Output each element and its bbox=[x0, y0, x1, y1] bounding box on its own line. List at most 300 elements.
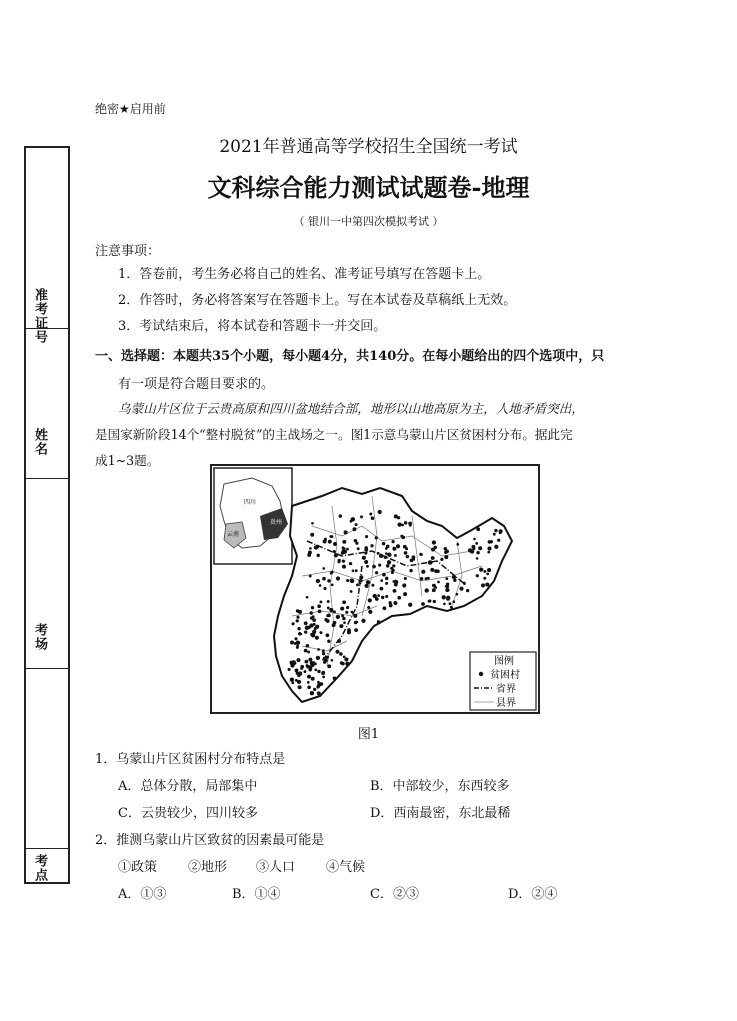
poverty-village-dot bbox=[393, 601, 397, 605]
poverty-village-dot bbox=[341, 614, 344, 617]
poverty-village-dot bbox=[327, 664, 331, 668]
poverty-village-dot bbox=[397, 596, 401, 600]
poverty-village-dot bbox=[296, 641, 299, 644]
section1-line2: 有一项是符合题目要求的。 bbox=[118, 377, 275, 392]
poverty-village-dot bbox=[463, 582, 466, 585]
poverty-village-dot bbox=[317, 670, 320, 673]
poverty-village-dot bbox=[309, 547, 312, 550]
figure-caption: 图1 bbox=[357, 727, 380, 742]
poverty-village-dot bbox=[366, 565, 369, 568]
poverty-village-dot bbox=[313, 623, 316, 626]
poverty-village-dot bbox=[425, 588, 429, 592]
poverty-village-dot bbox=[309, 611, 313, 615]
poverty-village-dot bbox=[355, 621, 358, 624]
poverty-village-dot bbox=[323, 587, 326, 590]
poverty-village-dot bbox=[362, 556, 366, 560]
poverty-village-dot bbox=[459, 587, 463, 591]
poverty-village-dot bbox=[310, 616, 313, 619]
poverty-village-dot bbox=[403, 545, 407, 549]
poverty-village-dot bbox=[292, 663, 295, 666]
poverty-village-dot bbox=[364, 560, 368, 564]
poverty-village-dot bbox=[404, 521, 407, 524]
poverty-village-dot bbox=[478, 546, 482, 550]
passage-line3: 成1~3题。 bbox=[95, 453, 160, 468]
poverty-village-dot bbox=[304, 630, 307, 633]
poverty-village-dot bbox=[397, 516, 400, 519]
passage-line2: 是国家新阶段14个“整村脱贫”的主战场之一。图1示意乌蒙山片区贫困村分布。据此完 bbox=[95, 427, 573, 442]
question-2-factor-3: ③人口 bbox=[256, 860, 296, 875]
poverty-village-dot bbox=[375, 571, 378, 574]
legend-item-province: 省界 bbox=[496, 684, 516, 695]
poverty-village-dot bbox=[494, 545, 498, 549]
side-info-strip bbox=[24, 146, 70, 884]
question-1-option-c: C．云贵较少，四川较多 bbox=[118, 806, 258, 821]
poverty-village-dot bbox=[316, 579, 320, 583]
poverty-village-dot bbox=[327, 614, 331, 618]
poverty-village-dot bbox=[486, 573, 489, 576]
poverty-village-dot bbox=[444, 547, 448, 551]
poverty-village-dot bbox=[304, 649, 308, 653]
poverty-village-dot bbox=[354, 539, 357, 542]
poverty-village-dot bbox=[443, 603, 446, 606]
inset-label-guizhou: 贵州 bbox=[270, 519, 283, 526]
poverty-village-dot bbox=[311, 606, 314, 609]
poverty-village-dot bbox=[341, 551, 344, 554]
poverty-village-dot bbox=[472, 547, 475, 550]
poverty-village-dot bbox=[452, 600, 455, 603]
poverty-village-dot bbox=[421, 570, 425, 574]
poverty-village-dot bbox=[396, 544, 400, 548]
poverty-village-dot bbox=[442, 595, 446, 599]
poverty-village-dot bbox=[483, 570, 486, 573]
poverty-village-dot bbox=[375, 597, 379, 601]
poverty-village-dot bbox=[408, 522, 412, 526]
question-2-option-c: C．②③ bbox=[370, 887, 419, 902]
poverty-village-dot bbox=[298, 632, 302, 636]
poverty-village-dot bbox=[346, 548, 349, 551]
poverty-village-dot bbox=[300, 667, 303, 670]
poverty-village-dot bbox=[357, 547, 360, 550]
poverty-village-dot bbox=[368, 610, 372, 614]
poverty-village-dot bbox=[323, 540, 327, 544]
poverty-village-dot bbox=[387, 553, 391, 557]
poverty-village-dot bbox=[390, 567, 393, 570]
poverty-village-dot bbox=[316, 685, 319, 688]
question-2-stem: 2．推测乌蒙山片区致贫的因素最可能是 bbox=[95, 833, 325, 848]
poverty-village-dot bbox=[345, 611, 348, 614]
legend-dot-icon bbox=[479, 672, 483, 676]
poverty-village-dot bbox=[327, 579, 331, 583]
poverty-village-dot bbox=[308, 668, 312, 672]
poverty-village-dot bbox=[392, 564, 395, 567]
poverty-village-dot bbox=[322, 676, 325, 679]
poverty-village-dot bbox=[288, 668, 291, 671]
poverty-village-dot bbox=[392, 547, 396, 551]
poverty-village-dot bbox=[379, 587, 383, 591]
poverty-village-dot bbox=[366, 580, 370, 584]
poverty-village-dot bbox=[342, 600, 346, 604]
poverty-village-dot bbox=[339, 652, 343, 656]
poverty-village-dot bbox=[408, 603, 412, 607]
poverty-village-dot bbox=[343, 621, 346, 624]
poverty-village-dot bbox=[322, 652, 325, 655]
poverty-village-dot bbox=[404, 551, 408, 555]
poverty-village-dot bbox=[307, 681, 310, 684]
poverty-village-dot bbox=[339, 514, 342, 517]
secret-label: 绝密★启用前 bbox=[95, 102, 166, 116]
poverty-village-dot bbox=[337, 639, 341, 643]
poverty-village-dot bbox=[341, 662, 345, 666]
side-cell-room bbox=[26, 623, 68, 849]
poverty-village-dot bbox=[323, 660, 326, 663]
figure-map bbox=[210, 464, 540, 714]
poverty-village-dot bbox=[340, 607, 344, 611]
poverty-village-dot bbox=[421, 602, 425, 606]
poverty-village-dot bbox=[430, 568, 434, 572]
poverty-village-dot bbox=[310, 691, 314, 695]
poverty-village-dot bbox=[344, 657, 348, 661]
poverty-village-dot bbox=[342, 565, 346, 569]
question-1-stem: 1．乌蒙山片区贫困村分布特点是 bbox=[95, 752, 286, 767]
poverty-village-dot bbox=[296, 658, 300, 662]
legend-item-county: 县界 bbox=[496, 698, 516, 709]
poverty-village-dot bbox=[360, 515, 363, 518]
poverty-village-dot bbox=[359, 575, 363, 579]
poverty-village-dot bbox=[297, 627, 300, 630]
poverty-village-dot bbox=[352, 527, 356, 531]
poverty-village-dot bbox=[294, 637, 297, 640]
poverty-village-dot bbox=[317, 604, 321, 608]
poverty-village-dot bbox=[342, 559, 345, 562]
poverty-village-dot bbox=[475, 542, 478, 545]
poverty-village-dot bbox=[306, 596, 309, 599]
poverty-village-dot bbox=[298, 671, 302, 675]
poverty-village-dot bbox=[419, 553, 422, 556]
poverty-village-dot bbox=[343, 655, 346, 658]
poverty-village-dot bbox=[355, 523, 358, 526]
poverty-village-dot bbox=[420, 577, 423, 580]
poverty-village-dot bbox=[450, 606, 453, 609]
poverty-village-dot bbox=[333, 542, 337, 546]
legend-item-village: 贫困村 bbox=[490, 670, 520, 681]
poverty-village-dot bbox=[306, 665, 309, 668]
poverty-village-dot bbox=[334, 553, 338, 557]
poverty-village-dot bbox=[412, 555, 416, 559]
poverty-village-dot bbox=[446, 596, 450, 600]
poverty-village-dot bbox=[336, 615, 340, 619]
poverty-village-dot bbox=[445, 577, 448, 580]
question-1-option-b: B．中部较少，东西较多 bbox=[370, 779, 510, 794]
poverty-village-dot bbox=[393, 589, 397, 593]
poverty-village-dot bbox=[481, 583, 485, 587]
poverty-village-dot bbox=[308, 658, 312, 662]
poverty-village-dot bbox=[499, 531, 502, 534]
poverty-village-dot bbox=[327, 606, 330, 609]
poverty-village-dot bbox=[371, 516, 375, 520]
poverty-village-dot bbox=[382, 573, 386, 577]
poverty-village-dot bbox=[456, 543, 459, 546]
poverty-village-dot bbox=[476, 527, 480, 531]
exam-title: 2021年普通高等学校招生全国统一考试 bbox=[219, 137, 518, 157]
poverty-village-dot bbox=[394, 554, 397, 557]
poverty-village-dot bbox=[382, 542, 386, 546]
poverty-village-dot bbox=[432, 540, 436, 544]
poverty-village-dot bbox=[308, 551, 312, 555]
poverty-village-dot bbox=[444, 551, 447, 554]
side-cell-site bbox=[26, 848, 68, 884]
poverty-village-dot bbox=[318, 609, 322, 613]
poverty-village-dot bbox=[431, 548, 435, 552]
poverty-village-dot bbox=[307, 675, 311, 679]
poverty-village-dot bbox=[337, 560, 340, 563]
poverty-village-dot bbox=[449, 602, 452, 605]
poverty-village-dot bbox=[333, 610, 336, 613]
poverty-village-dot bbox=[350, 590, 353, 593]
poverty-village-dot bbox=[369, 513, 372, 516]
poverty-village-dot bbox=[313, 688, 316, 691]
poverty-village-dot bbox=[379, 554, 383, 558]
legend-title: 图例 bbox=[494, 656, 514, 667]
poverty-village-dot bbox=[319, 600, 322, 603]
poverty-village-dot bbox=[345, 662, 349, 666]
poverty-village-dot bbox=[306, 644, 310, 648]
poverty-village-dot bbox=[356, 583, 359, 586]
poverty-village-dot bbox=[371, 584, 374, 587]
poverty-village-dot bbox=[364, 552, 367, 555]
poverty-village-dot bbox=[309, 575, 312, 578]
poverty-village-dot bbox=[370, 544, 373, 547]
poverty-village-dot bbox=[389, 601, 392, 604]
poverty-village-dot bbox=[333, 676, 337, 680]
poverty-village-dot bbox=[296, 619, 299, 622]
question-1-option-d: D．西南最密，东北最稀 bbox=[370, 806, 511, 821]
question-2-factor-1: ①政策 bbox=[118, 860, 158, 875]
poverty-village-dot bbox=[425, 577, 428, 580]
poverty-village-dot bbox=[317, 691, 321, 695]
note-item-1: 1．答卷前，考生务必将自己的姓名、准考证号填写在答题卡上。 bbox=[118, 267, 491, 282]
side-cell-ticket bbox=[26, 288, 68, 479]
poverty-village-dot bbox=[377, 552, 380, 555]
poverty-village-dot bbox=[331, 659, 334, 662]
poverty-village-dot bbox=[310, 533, 314, 537]
poverty-village-dot bbox=[378, 564, 381, 567]
poverty-village-dot bbox=[384, 555, 388, 559]
poverty-village-dot bbox=[479, 567, 483, 571]
poverty-village-dot bbox=[290, 678, 294, 682]
poverty-village-dot bbox=[307, 651, 310, 654]
poverty-village-dot bbox=[483, 577, 486, 580]
poverty-village-dot bbox=[331, 571, 334, 574]
question-2-option-a: A．①③ bbox=[118, 887, 167, 902]
poverty-village-dot bbox=[485, 583, 489, 587]
side-label-room: 考场 bbox=[32, 623, 47, 651]
poverty-village-dot bbox=[403, 592, 407, 596]
inset-label-sichuan: 四川 bbox=[244, 499, 257, 506]
question-2-option-d: D．②④ bbox=[508, 887, 558, 902]
poverty-village-dot bbox=[387, 560, 391, 564]
poverty-village-dot bbox=[319, 631, 322, 634]
poverty-village-dot bbox=[361, 619, 365, 623]
poverty-village-dot bbox=[487, 568, 491, 572]
poverty-village-dot bbox=[328, 540, 332, 544]
poverty-village-dot bbox=[326, 619, 330, 623]
poverty-village-dot bbox=[290, 641, 294, 645]
poverty-village-dot bbox=[351, 517, 355, 521]
poverty-village-dot bbox=[466, 589, 469, 592]
poverty-village-dot bbox=[336, 576, 340, 580]
poverty-village-dot bbox=[386, 545, 390, 549]
poverty-village-dot bbox=[394, 583, 398, 587]
poverty-village-dot bbox=[375, 536, 378, 539]
poverty-village-dot bbox=[402, 583, 406, 587]
poverty-village-dot bbox=[347, 630, 351, 634]
poverty-village-dot bbox=[446, 585, 449, 588]
poverty-village-dot bbox=[385, 552, 388, 555]
poverty-village-dot bbox=[437, 581, 440, 584]
poverty-village-dot bbox=[404, 577, 407, 580]
poverty-village-dot bbox=[316, 656, 320, 660]
passage-line1: 乌蒙山片区位于云贵高原和四川盆地结合部，地形以山地高原为主，人地矛盾突出， bbox=[118, 401, 584, 416]
poverty-village-dot bbox=[314, 545, 318, 549]
poverty-village-dot bbox=[377, 620, 380, 623]
poverty-village-dot bbox=[353, 614, 357, 618]
poverty-village-dot bbox=[333, 550, 336, 553]
poverty-village-dot bbox=[311, 522, 314, 525]
poverty-village-dot bbox=[322, 577, 326, 581]
poverty-village-dot bbox=[315, 636, 319, 640]
poverty-village-dot bbox=[304, 621, 308, 625]
poverty-village-dot bbox=[367, 606, 370, 609]
poverty-village-dot bbox=[488, 540, 492, 544]
poverty-village-dot bbox=[364, 548, 368, 552]
poverty-village-dot bbox=[487, 551, 490, 554]
poverty-village-dot bbox=[377, 594, 380, 597]
poverty-village-dot bbox=[391, 571, 394, 574]
side-label-name: 姓名 bbox=[32, 428, 47, 456]
notes-heading: 注意事项： bbox=[95, 244, 161, 259]
poverty-village-dot bbox=[292, 622, 295, 625]
poverty-village-dot bbox=[386, 564, 390, 568]
poverty-village-dot bbox=[351, 611, 354, 614]
side-label-ticket: 准考证号 bbox=[32, 288, 47, 344]
poverty-village-dot bbox=[493, 533, 496, 536]
poverty-village-dot bbox=[397, 522, 401, 526]
poverty-village-dot bbox=[368, 598, 372, 602]
poverty-village-dot bbox=[339, 624, 343, 628]
poverty-village-dot bbox=[311, 677, 315, 681]
poverty-village-dot bbox=[314, 662, 317, 665]
poverty-village-dot bbox=[332, 623, 336, 627]
main-title: 文科综合能力测试试题卷-地理 bbox=[207, 173, 530, 202]
poverty-village-dot bbox=[402, 536, 406, 540]
poverty-village-dot bbox=[476, 574, 479, 577]
poverty-village-dot bbox=[401, 524, 404, 527]
poverty-village-dot bbox=[380, 579, 383, 582]
poverty-village-dot bbox=[428, 600, 431, 603]
poverty-village-dot bbox=[329, 608, 333, 612]
poverty-village-dot bbox=[431, 556, 435, 560]
poverty-village-dot bbox=[305, 626, 309, 630]
poverty-village-dot bbox=[385, 577, 389, 581]
poverty-village-dot bbox=[391, 540, 394, 543]
poverty-village-dot bbox=[473, 538, 476, 541]
poverty-village-dot bbox=[385, 595, 388, 598]
poverty-village-dot bbox=[497, 539, 500, 542]
poverty-village-dot bbox=[323, 657, 326, 660]
poverty-village-dot bbox=[383, 606, 387, 610]
poverty-village-dot bbox=[342, 546, 345, 549]
poverty-village-dot bbox=[336, 650, 340, 654]
poverty-village-dot bbox=[317, 648, 320, 651]
poverty-village-dot bbox=[298, 685, 302, 689]
poverty-village-dot bbox=[346, 579, 349, 582]
poverty-village-dot bbox=[476, 557, 479, 560]
poverty-village-dot bbox=[385, 582, 388, 585]
poverty-village-dot bbox=[331, 535, 334, 538]
poverty-village-dot bbox=[349, 562, 352, 565]
poverty-village-dot bbox=[354, 628, 358, 632]
poverty-village-dot bbox=[295, 668, 299, 672]
poverty-village-dot bbox=[365, 535, 368, 538]
poverty-village-dot bbox=[326, 633, 330, 637]
poverty-village-dot bbox=[296, 644, 299, 647]
poverty-village-dot bbox=[305, 660, 309, 664]
poverty-village-dot bbox=[456, 593, 459, 596]
poverty-village-dot bbox=[322, 567, 325, 570]
poverty-village-dot bbox=[359, 579, 362, 582]
map-svg bbox=[212, 466, 538, 712]
poverty-village-dot bbox=[352, 569, 355, 572]
question-2-option-b: B．①④ bbox=[232, 887, 281, 902]
poverty-village-dot bbox=[378, 510, 382, 514]
poverty-village-dot bbox=[327, 600, 330, 603]
poverty-village-dot bbox=[298, 610, 302, 614]
poverty-village-dot bbox=[392, 580, 395, 583]
poverty-village-dot bbox=[296, 616, 299, 619]
poverty-village-dot bbox=[342, 540, 346, 544]
poverty-village-dot bbox=[406, 555, 409, 558]
inset-label-yunnan: 云南 bbox=[227, 531, 240, 538]
poverty-village-dot bbox=[303, 670, 306, 673]
poverty-village-dot bbox=[319, 584, 322, 587]
poverty-village-dot bbox=[409, 569, 412, 572]
poverty-village-dot bbox=[327, 639, 330, 642]
poverty-village-dot bbox=[344, 530, 348, 534]
side-label-site: 考点 bbox=[32, 854, 47, 882]
poverty-village-dot bbox=[316, 554, 319, 557]
poverty-village-dot bbox=[312, 630, 316, 634]
poverty-village-dot bbox=[342, 617, 346, 621]
subtitle: （ 银川一中第四次模拟考试 ） bbox=[293, 215, 444, 228]
poverty-village-dot bbox=[447, 589, 450, 592]
poverty-village-dot bbox=[444, 555, 448, 559]
poverty-village-dot bbox=[432, 584, 436, 588]
poverty-village-dot bbox=[381, 596, 385, 600]
poverty-village-dot bbox=[428, 560, 432, 564]
poverty-village-dot bbox=[295, 679, 298, 682]
note-item-2: 2．作答时，务必将答案写在答题卡上。写在本试卷及草稿纸上无效。 bbox=[118, 293, 517, 308]
poverty-village-dot bbox=[317, 681, 320, 684]
poverty-village-dot bbox=[487, 546, 491, 550]
poverty-village-dot bbox=[346, 606, 349, 609]
question-2-factor-4: ④气候 bbox=[326, 860, 366, 875]
poverty-village-dot bbox=[372, 565, 376, 569]
poverty-village-dot bbox=[350, 579, 354, 583]
poverty-village-dot bbox=[440, 558, 443, 561]
poverty-village-dot bbox=[307, 685, 311, 689]
poverty-village-dot bbox=[436, 569, 440, 573]
section1-line1: 一、选择题：本题共35个小题，每小题4分，共140分。在每小题给出的四个选项中，只 bbox=[95, 349, 605, 364]
